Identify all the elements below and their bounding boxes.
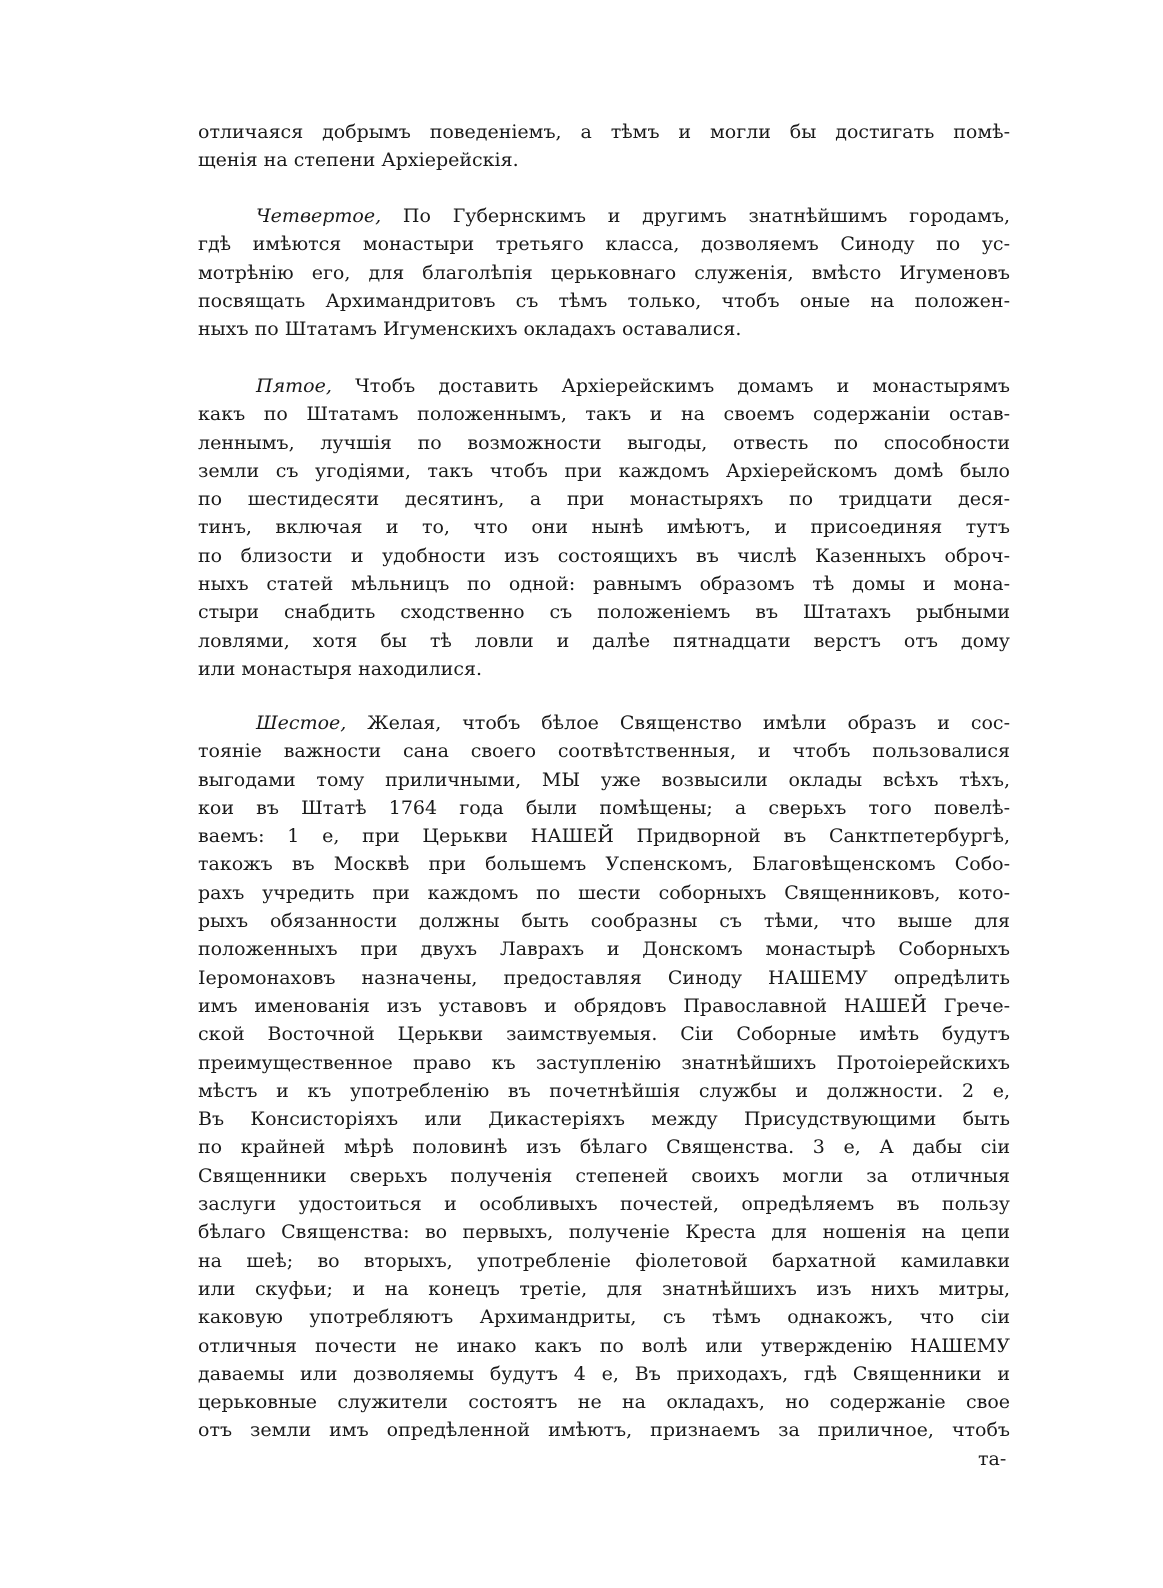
text-line: такожъ въ Москвѣ при большемъ Успенскомъ, Благовѣщенскомъ Собо- [198, 853, 1010, 876]
text-line: имъ именованiя изъ уставовъ и обрядовъ Православной НАШЕЙ Грече- [198, 994, 1010, 1017]
text-line: стыри снабдить сходственно съ положенiемъ въ Штатахъ рыбными [198, 601, 1010, 624]
text-line: Въ Консисторiяхъ или Дикастерiяхъ между Присудствующими быть [198, 1108, 1010, 1131]
text-line: тоянiе важности сана своего соотвѣтственныя, и чтобъ пользовалися [198, 740, 1010, 763]
paragraph-continuation [198, 118, 1010, 175]
text-line-body: Желая, чтобъ бѣлое Священство имѣли образъ и сос- [367, 712, 1010, 734]
text-line: гдѣ имѣются монастыри третьяго класса, дозволяемъ Синоду по ус- [198, 233, 1010, 256]
paragraph-fifth [198, 372, 1010, 683]
text-line: Iеромонаховъ назначены, предоставляя Синоду НАШЕМУ опредѣлить [198, 966, 1010, 989]
text-line: какъ по Штатамъ положеннымъ, такъ и на своемъ содержанiи остав- [198, 403, 1010, 426]
text-line: по близости и удобности изъ состоящихъ въ числѣ Казенныхъ оброч- [198, 544, 1010, 567]
text-line: отличаяся добрымъ поведенiемъ, а тѣмъ и могли бы достигать помѣ- [198, 121, 1010, 143]
paragraph-sixth [198, 709, 1010, 1445]
text-line: рахъ учредить при каждомъ по шести соборныхъ Священниковъ, кото- [198, 881, 1010, 904]
text-line: ской Восточной Церькви заимствуемыя. Сiи Соборные имѣть будутъ [198, 1023, 1010, 1046]
paragraph-heading: Четвертое, [256, 205, 382, 227]
text-line: мотрѣнiю его, для благолѣпiя церьковнаго служенiя, вмѣсто Игуменовъ [198, 261, 1010, 284]
paragraph-heading: Пятое, [256, 375, 332, 397]
text-line: положенныхъ при двухъ Лаврахъ и Донскомъ монастырѣ Соборныхъ [198, 938, 1010, 961]
text-line [198, 202, 1010, 230]
text-line: ныхъ статей мѣльницъ по одной: равнымъ образомъ тѣ домы и мона- [198, 573, 1010, 596]
text-line: отъ земли имъ опредѣленной имѣютъ, признаемъ за приличное, чтобъ [198, 1419, 1010, 1442]
paragraph-fourth [198, 202, 1010, 343]
text-line: выгодами тому приличными, МЫ уже возвысили оклады всѣхъ тѣхъ, [198, 768, 1010, 791]
text-line: каковую употребляютъ Архимандриты, съ тѣмъ однакожъ, что сiи [198, 1306, 1010, 1329]
text-line: леннымъ, лучшiя по возможности выгоды, отвесть по способности [198, 431, 1010, 454]
text-line: или скуфьи; и на конецъ третiе, для знатнѣйшихъ изъ нихъ митры, [198, 1277, 1010, 1300]
text-line: бѣлаго Священства: во первыхъ, полученiе Креста для ношенiя на цепи [198, 1221, 1010, 1244]
text-line-body: По Губернскимъ и другимъ знатнѣйшимъ городамъ, [402, 205, 1010, 227]
text-line: щенiя на степени Архiерейскiя. [198, 149, 519, 172]
text-line: ловлями, хотя бы тѣ ловли и далѣе пятнадцати верстъ отъ дому [198, 629, 1010, 652]
text-line [198, 372, 1010, 400]
text-line: на шеѣ; во вторыхъ, употребленiе фiолетовой бархатной камилавки [198, 1249, 1010, 1272]
text-line: кои въ Штатѣ 1764 года были помѣщены; а сверьхъ того повелѣ- [198, 796, 1010, 819]
text-line: земли съ угодiями, такъ чтобъ при каждомъ Архiерейскомъ домѣ было [198, 459, 1010, 482]
text-line: мѣстъ и къ употребленiю въ почетнѣйшiя службы и должности. 2 е, [198, 1079, 1010, 1102]
paragraph-heading: Шестое, [256, 712, 347, 734]
catchword: та- [978, 1448, 1007, 1470]
text-line: посвящать Архимандритовъ съ тѣмъ только, чтобъ оные на положен- [198, 289, 1010, 312]
text-line: по крайней мѣрѣ половинѣ изъ бѣлаго Священства. 3 е, А дабы сiи [198, 1136, 1010, 1159]
text-line: тинъ, включая и то, что они нынѣ имѣютъ, и присоединяя тутъ [198, 516, 1010, 539]
text-line: рыхъ обязанности должны быть сообразны съ тѣми, что выше для [198, 910, 1010, 933]
text-line: преимущественное право къ заступленiю знатнѣйшихъ Протоiерейскихъ [198, 1051, 1010, 1074]
text-line: ваемъ: 1 е, при Церькви НАШЕЙ Придворной въ Санктпетербургѣ, [198, 825, 1010, 848]
text-line: ныхъ по Штатамъ Игуменскихъ окладахъ оставалися. [198, 318, 742, 341]
text-line: по шестидесяти десятинъ, а при монастыряхъ по тридцати деся- [198, 488, 1010, 511]
text-line: отличныя почести не инако какъ по волѣ или утвержденiю НАШЕМУ [198, 1334, 1010, 1357]
text-line: Священники сверьхъ полученiя степеней своихъ могли за отличныя [198, 1164, 1010, 1187]
text-line: церьковные служители состоятъ не на окладахъ, но содержанiе свое [198, 1391, 1010, 1414]
text-line: заслуги удостоиться и особливыхъ почестей, опредѣляемъ въ пользу [198, 1193, 1010, 1216]
text-line [198, 709, 1010, 737]
text-line-body: Чтобъ доставить Архiерейскимъ домамъ и монастырямъ [355, 375, 1010, 397]
text-line: или монастыря находилися. [198, 657, 483, 680]
text-line: даваемы или дозволяемы будутъ 4 е, Въ приходахъ, гдѣ Священники и [198, 1362, 1010, 1385]
